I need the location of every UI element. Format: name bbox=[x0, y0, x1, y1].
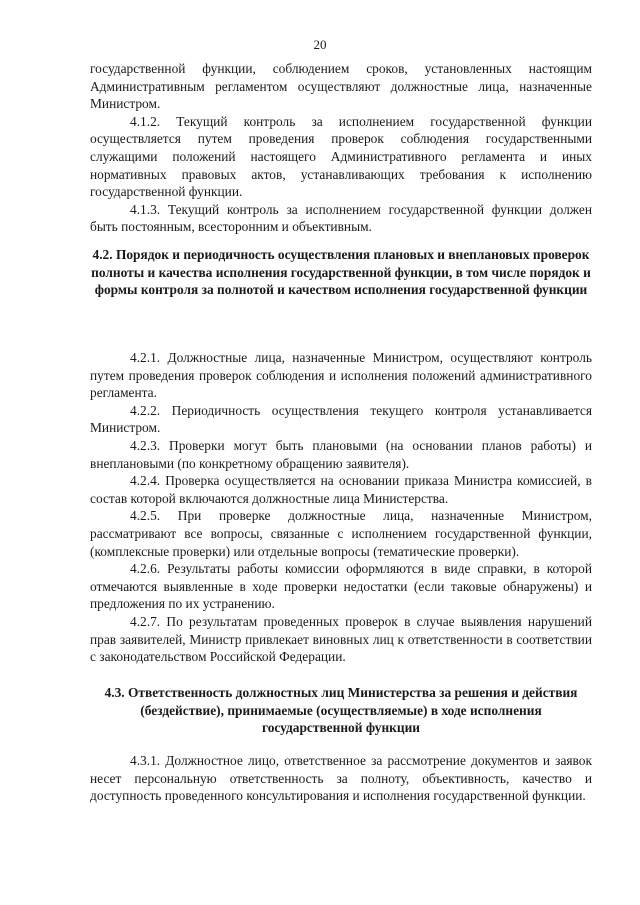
paragraph-4-2-1: 4.2.1. Должностные лица, назначенные Министром, осуществляют контроль путем проведения проверок соблюдения и исполнения положений административного регламента. bbox=[90, 350, 592, 401]
paragraph-4-2-3: 4.2.3. Проверки могут быть плановыми (на основании планов работы) и внеплановыми (по конкретному обращению заявителя). bbox=[90, 437, 592, 471]
section-4-3 bbox=[90, 684, 592, 737]
section-4-2 bbox=[90, 246, 592, 299]
paragraph-4-2-4: 4.2.4. Проверка осуществляется на основании приказа Министра комиссией, в состав которой включаются должностные лица Министерства. bbox=[90, 473, 592, 506]
intro-section bbox=[90, 60, 592, 236]
section-4-3-body bbox=[90, 752, 592, 805]
paragraph-4-2-6: 4.2.6. Результаты работы комиссии оформляются в виде справки, в которой отмечаются выявленные в ходе проверки недостатки (если таковые обнаружены) и предложения по их устранению. bbox=[90, 561, 592, 612]
section-4-2-heading: 4.2. Порядок и периодичность осуществления плановых и внеплановых проверок полноты и качества исполнения государственной функции, в том числе порядок и формы контроля за полнотой и качеством исполнения государственной функции bbox=[91, 247, 591, 298]
paragraph-continuation: государственной функции, соблюдением сроков, установленных настоящим Административным регламентом осуществляют должностные лица, назначенные Министром. bbox=[90, 61, 592, 112]
paragraph-4-2-5: 4.2.5. При проверке должностные лица, назначенные Министром, рассматривают все вопросы, связанные с исполнением государственной функции, (комплексные проверки) или отдельные вопросы (тематические проверки). bbox=[90, 508, 592, 559]
paragraph-4-1-3: 4.1.3. Текущий контроль за исполнением государственной функции должен быть постоянным, всесторонним и объективным. bbox=[90, 201, 592, 235]
paragraph-4-3-1: 4.3.1. Должностное лицо, ответственное за рассмотрение документов и заявок несет персональную ответственность за полноту, объективность, качество и доступность проведенного консультирования и исполнения государственной функции. bbox=[90, 753, 592, 804]
section-4-2-body bbox=[90, 349, 592, 666]
page-number: 20 bbox=[313, 37, 327, 52]
section-4-3-heading: 4.3. Ответственность должностных лиц Министерства за решения и действия (бездействие), принимаемые (осуществляемые) в ходе исполнения государственной функции bbox=[104, 685, 578, 736]
paragraph-4-2-2: 4.2.2. Периодичность осуществления текущего контроля устанавливается Министром. bbox=[90, 402, 592, 436]
paragraph-4-2-7: 4.2.7. По результатам проведенных проверок в случае выявления нарушений прав заявителей, Министр привлекает виновных лиц к ответственности в соответствии с законодательством Российской Федерации. bbox=[90, 613, 592, 665]
paragraph-4-1-2: 4.1.2. Текущий контроль за исполнением государственной функции осуществляется путем проведения проверок соблюдения государственными служащими положений настоящего Административного регламента и иных нормативных правовых актов, устанавливающих требования к исполнению государственной функции. bbox=[90, 113, 592, 200]
